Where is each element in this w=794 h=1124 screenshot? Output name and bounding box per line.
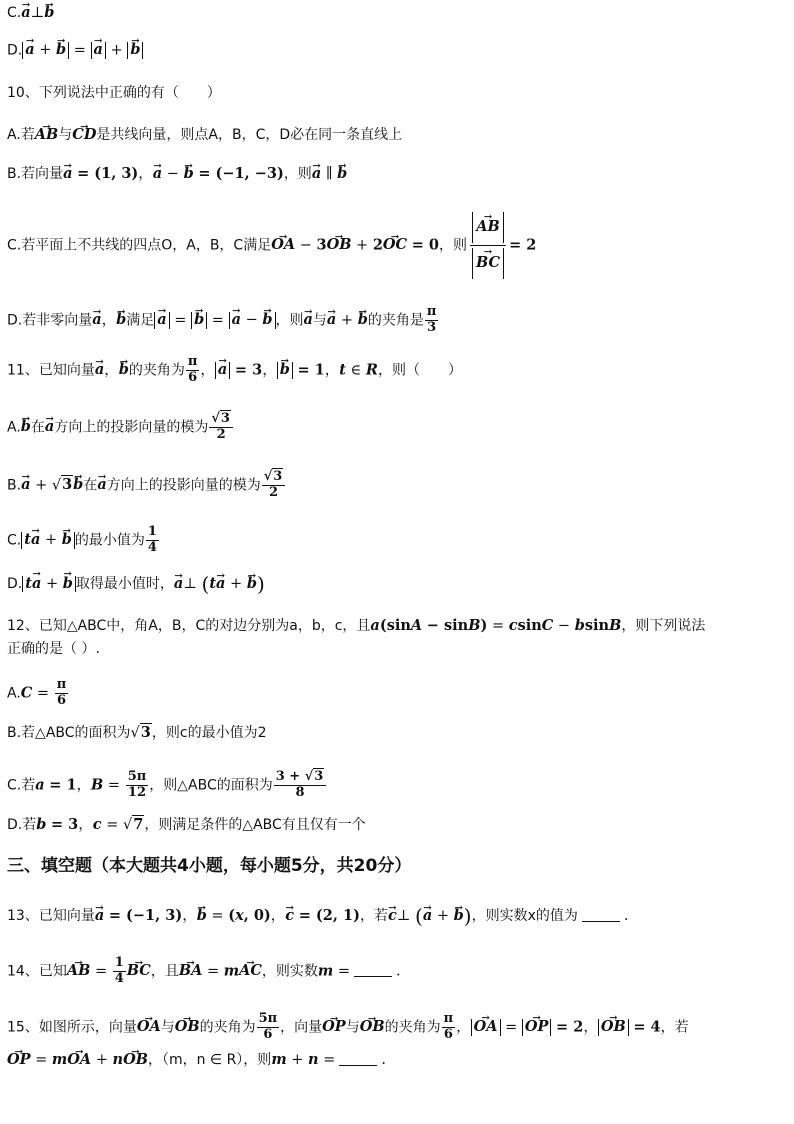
q12-option-a: A.C = $\frac{\pi}{6}$: [7, 677, 67, 708]
option-d-abs: D.→ a + → b = → a + → b: [7, 42, 143, 59]
answer-blank-14[interactable]: [354, 976, 392, 977]
q11-option-a: A.→ b在→ a方向上的投影向量的模为 $\frac{√3}{2}$: [7, 412, 234, 443]
q10-option-b: B.若向量→ a = (1, 3)，→ a − → b = (−1, −3)，则→ a ∥ → b: [7, 167, 347, 182]
q10-option-d: D.若非零向量→ a，→ b满足→ a = → b = → a − → b ，则→ a与→ a + → b的夹角是 $\frac{\pi}{3}$: [7, 305, 439, 336]
question-15-line2: → OP = m→ OA + n→ OB，（m，n ∈ R），则m + n = .: [7, 1053, 386, 1068]
answer-blank-15[interactable]: [339, 1065, 377, 1066]
section-3-heading: 三、填空题（本大题共4小题，每小题5分，共20分）: [7, 856, 412, 876]
q12-option-d: D.若b = 3，c = √7，则满足条件的△ABC有且仅有一个: [7, 816, 366, 833]
question-15: 15、如图所示，向量→ OA与→ OB的夹角为 $\frac{5\pi}{6}$ ，向量→ OP与→ OB的夹角为 $\frac{\pi}{6}$ ，→ OA = → OP = 2，→ OB = 4，若: [7, 1012, 689, 1043]
q11-option-d: D. t→ a + → b 取得最小值时，→ a⊥ (t→ a + → b): [7, 574, 265, 594]
option-c-perp: C.→ a⊥→ b: [7, 6, 54, 21]
question-12-line2: 正确的是（ ）.: [7, 641, 100, 657]
q12-option-c: C.若a = 1，B = $\frac{5\pi}{12}$ ，则△ABC的面积为 $\frac{3 + √3}{8}$: [7, 770, 327, 801]
question-12: 12、已知△ABC中，角A，B，C的对边分别为a，b，c，且a(sinA − sinB) = csinC − bsinB，则下列说法: [7, 617, 706, 634]
q11-option-b: B.→ a + √3→ b在→ a方向上的投影向量的模为 $\frac{√3}{2}$: [7, 470, 286, 501]
q12-option-b: B.若△ABC的面积为√3，则c的最小值为2: [7, 724, 267, 741]
question-11: 11、已知向量→ a，→ b的夹角为 $\frac{\pi}{6}$ ，→ a = 3，→ b = 1，t ∈ R，则（ ）: [7, 355, 462, 386]
q11-option-c: C. t→ a + → b 的最小值为 $\frac{1}{4}$: [7, 525, 160, 556]
answer-blank-13[interactable]: [582, 921, 620, 922]
question-10: 10、下列说法中正确的有（ ）: [7, 85, 221, 101]
q10-option-c: C.若平面上不共线的四点O，A，B，C满足→ OA − 3→ OB + 2→ OC = 0，则 → AB → BC = 2: [7, 210, 536, 281]
question-14: 14、已知→ AB = $\frac{1}{4}$ → BC，且→ BA = m→ AC，则实数m = .: [7, 956, 401, 987]
q10-option-a: A.若→ AB与→ CD是共线向量，则点A，B，C，D必在同一条直线上: [7, 128, 402, 143]
question-13: 13、已知向量→ a = (−1, 3)，→ b = (x, 0)，→ c = (2, 1)，若→ c⊥ (→ a + → b)，则实数x的值为 .: [7, 906, 628, 926]
